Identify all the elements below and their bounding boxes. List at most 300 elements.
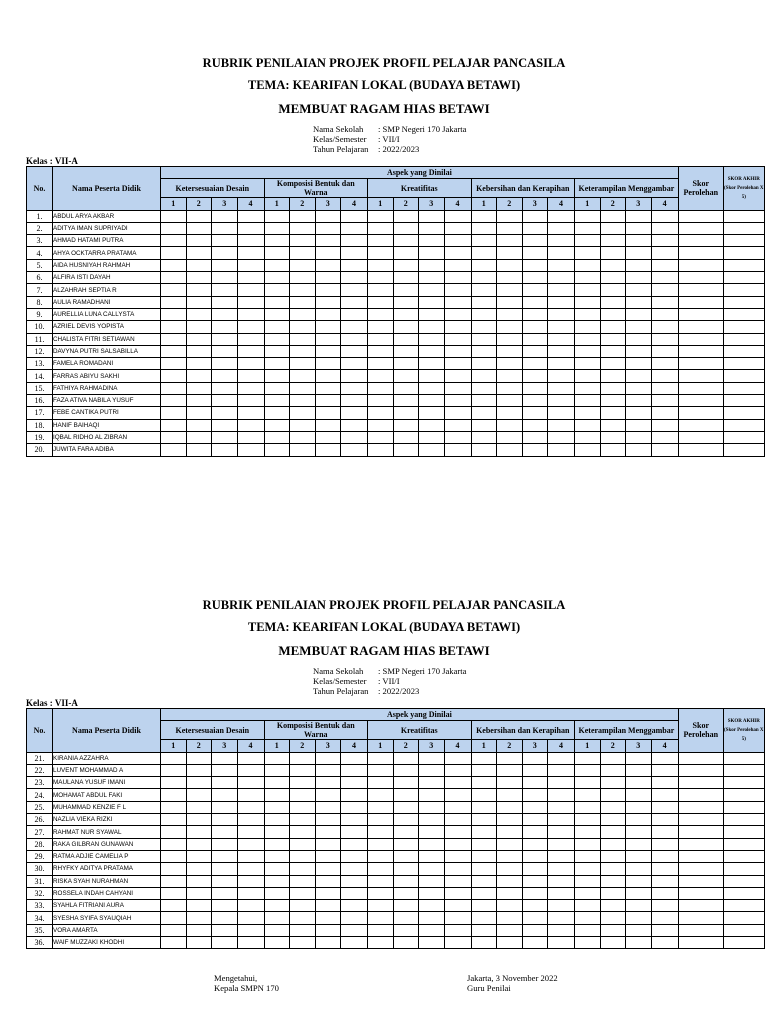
score-cell[interactable] (393, 752, 419, 764)
score-cell[interactable] (678, 407, 723, 419)
score-cell[interactable] (212, 247, 238, 259)
score-cell[interactable] (315, 875, 341, 887)
score-cell[interactable] (678, 395, 723, 407)
score-cell[interactable] (341, 272, 368, 284)
score-cell[interactable] (315, 358, 341, 370)
score-cell[interactable] (237, 431, 264, 443)
score-cell[interactable] (237, 801, 264, 813)
score-cell[interactable] (522, 875, 548, 887)
score-cell[interactable] (444, 419, 471, 431)
score-cell[interactable] (264, 912, 290, 924)
score-cell[interactable] (600, 358, 626, 370)
score-cell[interactable] (548, 333, 575, 345)
score-cell[interactable] (212, 370, 238, 382)
score-cell[interactable] (419, 937, 445, 949)
score-cell[interactable] (471, 370, 497, 382)
score-cell[interactable] (497, 210, 523, 222)
score-cell[interactable] (471, 912, 497, 924)
score-cell[interactable] (212, 395, 238, 407)
score-cell[interactable] (626, 789, 652, 801)
score-cell[interactable] (522, 850, 548, 862)
score-cell[interactable] (341, 444, 368, 456)
score-cell[interactable] (212, 272, 238, 284)
score-cell[interactable] (651, 382, 678, 394)
score-cell[interactable] (626, 358, 652, 370)
score-cell[interactable] (341, 370, 368, 382)
score-cell[interactable] (575, 777, 601, 789)
score-cell[interactable] (341, 284, 368, 296)
score-cell[interactable] (471, 777, 497, 789)
score-cell[interactable] (341, 912, 368, 924)
score-cell[interactable] (626, 333, 652, 345)
score-cell[interactable] (497, 382, 523, 394)
score-cell[interactable] (600, 444, 626, 456)
score-cell[interactable] (419, 777, 445, 789)
score-cell[interactable] (471, 407, 497, 419)
score-cell[interactable] (161, 382, 187, 394)
score-cell[interactable] (212, 924, 238, 936)
score-cell[interactable] (678, 752, 723, 764)
score-cell[interactable] (600, 308, 626, 320)
score-cell[interactable] (575, 296, 601, 308)
score-cell[interactable] (600, 875, 626, 887)
score-cell[interactable] (471, 764, 497, 776)
score-cell[interactable] (419, 826, 445, 838)
score-cell[interactable] (600, 284, 626, 296)
score-cell[interactable] (419, 752, 445, 764)
score-cell[interactable] (497, 444, 523, 456)
score-cell[interactable] (651, 333, 678, 345)
score-cell[interactable] (186, 333, 212, 345)
score-cell[interactable] (393, 259, 419, 271)
score-cell[interactable] (264, 863, 290, 875)
score-cell[interactable] (471, 308, 497, 320)
score-cell[interactable] (237, 222, 264, 234)
score-cell[interactable] (212, 752, 238, 764)
score-cell[interactable] (212, 382, 238, 394)
score-cell[interactable] (368, 272, 394, 284)
score-cell[interactable] (678, 370, 723, 382)
score-cell[interactable] (264, 370, 290, 382)
score-cell[interactable] (161, 912, 187, 924)
score-cell[interactable] (237, 308, 264, 320)
score-cell[interactable] (575, 222, 601, 234)
score-cell[interactable] (393, 370, 419, 382)
score-cell[interactable] (444, 900, 471, 912)
score-cell[interactable] (444, 863, 471, 875)
score-cell[interactable] (186, 419, 212, 431)
score-cell[interactable] (264, 345, 290, 357)
score-cell[interactable] (419, 407, 445, 419)
score-cell[interactable] (723, 838, 764, 850)
score-cell[interactable] (161, 752, 187, 764)
score-cell[interactable] (651, 826, 678, 838)
score-cell[interactable] (548, 924, 575, 936)
score-cell[interactable] (522, 789, 548, 801)
score-cell[interactable] (393, 937, 419, 949)
score-cell[interactable] (186, 308, 212, 320)
score-cell[interactable] (522, 826, 548, 838)
score-cell[interactable] (161, 284, 187, 296)
score-cell[interactable] (393, 838, 419, 850)
score-cell[interactable] (212, 863, 238, 875)
score-cell[interactable] (237, 296, 264, 308)
score-cell[interactable] (393, 431, 419, 443)
score-cell[interactable] (341, 407, 368, 419)
score-cell[interactable] (651, 900, 678, 912)
score-cell[interactable] (341, 789, 368, 801)
score-cell[interactable] (723, 912, 764, 924)
score-cell[interactable] (237, 777, 264, 789)
score-cell[interactable] (471, 284, 497, 296)
score-cell[interactable] (341, 247, 368, 259)
score-cell[interactable] (393, 764, 419, 776)
score-cell[interactable] (522, 358, 548, 370)
score-cell[interactable] (212, 912, 238, 924)
score-cell[interactable] (600, 752, 626, 764)
score-cell[interactable] (368, 444, 394, 456)
score-cell[interactable] (186, 764, 212, 776)
score-cell[interactable] (237, 764, 264, 776)
score-cell[interactable] (315, 777, 341, 789)
score-cell[interactable] (341, 801, 368, 813)
score-cell[interactable] (237, 937, 264, 949)
score-cell[interactable] (212, 900, 238, 912)
score-cell[interactable] (186, 259, 212, 271)
score-cell[interactable] (600, 222, 626, 234)
score-cell[interactable] (419, 296, 445, 308)
score-cell[interactable] (290, 308, 316, 320)
score-cell[interactable] (290, 345, 316, 357)
score-cell[interactable] (419, 789, 445, 801)
score-cell[interactable] (315, 789, 341, 801)
score-cell[interactable] (368, 801, 394, 813)
score-cell[interactable] (444, 924, 471, 936)
score-cell[interactable] (575, 308, 601, 320)
score-cell[interactable] (186, 284, 212, 296)
score-cell[interactable] (237, 259, 264, 271)
score-cell[interactable] (161, 826, 187, 838)
score-cell[interactable] (548, 900, 575, 912)
score-cell[interactable] (600, 777, 626, 789)
score-cell[interactable] (237, 912, 264, 924)
score-cell[interactable] (651, 321, 678, 333)
score-cell[interactable] (723, 924, 764, 936)
score-cell[interactable] (600, 924, 626, 936)
score-cell[interactable] (419, 801, 445, 813)
score-cell[interactable] (290, 222, 316, 234)
score-cell[interactable] (419, 875, 445, 887)
score-cell[interactable] (471, 887, 497, 899)
score-cell[interactable] (575, 419, 601, 431)
score-cell[interactable] (368, 358, 394, 370)
score-cell[interactable] (600, 887, 626, 899)
score-cell[interactable] (678, 247, 723, 259)
score-cell[interactable] (723, 777, 764, 789)
score-cell[interactable] (341, 431, 368, 443)
score-cell[interactable] (419, 345, 445, 357)
score-cell[interactable] (393, 789, 419, 801)
score-cell[interactable] (600, 321, 626, 333)
score-cell[interactable] (723, 259, 764, 271)
score-cell[interactable] (723, 900, 764, 912)
score-cell[interactable] (444, 382, 471, 394)
score-cell[interactable] (444, 222, 471, 234)
score-cell[interactable] (161, 814, 187, 826)
score-cell[interactable] (678, 259, 723, 271)
score-cell[interactable] (548, 296, 575, 308)
score-cell[interactable] (186, 850, 212, 862)
score-cell[interactable] (651, 801, 678, 813)
score-cell[interactable] (161, 431, 187, 443)
score-cell[interactable] (161, 370, 187, 382)
score-cell[interactable] (368, 814, 394, 826)
score-cell[interactable] (264, 235, 290, 247)
score-cell[interactable] (626, 419, 652, 431)
score-cell[interactable] (600, 937, 626, 949)
score-cell[interactable] (548, 814, 575, 826)
score-cell[interactable] (237, 419, 264, 431)
score-cell[interactable] (161, 222, 187, 234)
score-cell[interactable] (290, 296, 316, 308)
score-cell[interactable] (393, 924, 419, 936)
score-cell[interactable] (575, 259, 601, 271)
score-cell[interactable] (419, 210, 445, 222)
score-cell[interactable] (522, 210, 548, 222)
score-cell[interactable] (186, 875, 212, 887)
score-cell[interactable] (368, 345, 394, 357)
score-cell[interactable] (341, 259, 368, 271)
score-cell[interactable] (341, 838, 368, 850)
score-cell[interactable] (651, 210, 678, 222)
score-cell[interactable] (626, 912, 652, 924)
score-cell[interactable] (626, 308, 652, 320)
score-cell[interactable] (723, 431, 764, 443)
score-cell[interactable] (497, 296, 523, 308)
score-cell[interactable] (161, 850, 187, 862)
score-cell[interactable] (393, 308, 419, 320)
score-cell[interactable] (393, 419, 419, 431)
score-cell[interactable] (600, 789, 626, 801)
score-cell[interactable] (315, 419, 341, 431)
score-cell[interactable] (237, 407, 264, 419)
score-cell[interactable] (419, 382, 445, 394)
score-cell[interactable] (723, 382, 764, 394)
score-cell[interactable] (290, 912, 316, 924)
score-cell[interactable] (548, 863, 575, 875)
score-cell[interactable] (548, 752, 575, 764)
score-cell[interactable] (315, 259, 341, 271)
score-cell[interactable] (444, 395, 471, 407)
score-cell[interactable] (651, 272, 678, 284)
score-cell[interactable] (600, 395, 626, 407)
score-cell[interactable] (626, 247, 652, 259)
score-cell[interactable] (368, 431, 394, 443)
score-cell[interactable] (651, 235, 678, 247)
score-cell[interactable] (575, 764, 601, 776)
score-cell[interactable] (341, 210, 368, 222)
score-cell[interactable] (723, 826, 764, 838)
score-cell[interactable] (264, 395, 290, 407)
score-cell[interactable] (419, 444, 445, 456)
score-cell[interactable] (212, 345, 238, 357)
score-cell[interactable] (626, 370, 652, 382)
score-cell[interactable] (548, 382, 575, 394)
score-cell[interactable] (186, 444, 212, 456)
score-cell[interactable] (522, 284, 548, 296)
score-cell[interactable] (419, 308, 445, 320)
score-cell[interactable] (444, 850, 471, 862)
score-cell[interactable] (497, 875, 523, 887)
score-cell[interactable] (626, 752, 652, 764)
score-cell[interactable] (471, 247, 497, 259)
score-cell[interactable] (419, 814, 445, 826)
score-cell[interactable] (290, 395, 316, 407)
score-cell[interactable] (264, 308, 290, 320)
score-cell[interactable] (341, 333, 368, 345)
score-cell[interactable] (186, 777, 212, 789)
score-cell[interactable] (497, 419, 523, 431)
score-cell[interactable] (651, 284, 678, 296)
score-cell[interactable] (600, 296, 626, 308)
score-cell[interactable] (419, 863, 445, 875)
score-cell[interactable] (600, 272, 626, 284)
score-cell[interactable] (368, 789, 394, 801)
score-cell[interactable] (161, 444, 187, 456)
score-cell[interactable] (212, 826, 238, 838)
score-cell[interactable] (419, 235, 445, 247)
score-cell[interactable] (290, 407, 316, 419)
score-cell[interactable] (186, 296, 212, 308)
score-cell[interactable] (315, 801, 341, 813)
score-cell[interactable] (444, 838, 471, 850)
score-cell[interactable] (471, 801, 497, 813)
score-cell[interactable] (651, 370, 678, 382)
score-cell[interactable] (575, 247, 601, 259)
score-cell[interactable] (186, 912, 212, 924)
score-cell[interactable] (186, 370, 212, 382)
score-cell[interactable] (290, 382, 316, 394)
score-cell[interactable] (368, 912, 394, 924)
score-cell[interactable] (471, 345, 497, 357)
score-cell[interactable] (522, 247, 548, 259)
score-cell[interactable] (444, 752, 471, 764)
score-cell[interactable] (237, 284, 264, 296)
score-cell[interactable] (393, 345, 419, 357)
score-cell[interactable] (548, 937, 575, 949)
score-cell[interactable] (522, 395, 548, 407)
score-cell[interactable] (212, 875, 238, 887)
score-cell[interactable] (341, 826, 368, 838)
score-cell[interactable] (626, 863, 652, 875)
score-cell[interactable] (315, 814, 341, 826)
score-cell[interactable] (626, 210, 652, 222)
score-cell[interactable] (548, 419, 575, 431)
score-cell[interactable] (471, 210, 497, 222)
score-cell[interactable] (315, 444, 341, 456)
score-cell[interactable] (548, 777, 575, 789)
score-cell[interactable] (471, 444, 497, 456)
score-cell[interactable] (575, 358, 601, 370)
score-cell[interactable] (290, 764, 316, 776)
score-cell[interactable] (368, 247, 394, 259)
score-cell[interactable] (497, 764, 523, 776)
score-cell[interactable] (600, 382, 626, 394)
score-cell[interactable] (264, 444, 290, 456)
score-cell[interactable] (678, 924, 723, 936)
score-cell[interactable] (444, 937, 471, 949)
score-cell[interactable] (548, 308, 575, 320)
score-cell[interactable] (575, 235, 601, 247)
score-cell[interactable] (575, 284, 601, 296)
score-cell[interactable] (290, 887, 316, 899)
score-cell[interactable] (575, 210, 601, 222)
score-cell[interactable] (290, 235, 316, 247)
score-cell[interactable] (290, 284, 316, 296)
score-cell[interactable] (161, 924, 187, 936)
score-cell[interactable] (651, 777, 678, 789)
score-cell[interactable] (161, 395, 187, 407)
score-cell[interactable] (548, 444, 575, 456)
score-cell[interactable] (548, 235, 575, 247)
score-cell[interactable] (471, 296, 497, 308)
score-cell[interactable] (368, 296, 394, 308)
score-cell[interactable] (678, 382, 723, 394)
score-cell[interactable] (237, 887, 264, 899)
score-cell[interactable] (723, 863, 764, 875)
score-cell[interactable] (522, 222, 548, 234)
score-cell[interactable] (290, 272, 316, 284)
score-cell[interactable] (393, 850, 419, 862)
score-cell[interactable] (678, 789, 723, 801)
score-cell[interactable] (651, 814, 678, 826)
score-cell[interactable] (341, 308, 368, 320)
score-cell[interactable] (368, 777, 394, 789)
score-cell[interactable] (264, 296, 290, 308)
score-cell[interactable] (161, 210, 187, 222)
score-cell[interactable] (723, 284, 764, 296)
score-cell[interactable] (368, 308, 394, 320)
score-cell[interactable] (212, 764, 238, 776)
score-cell[interactable] (575, 912, 601, 924)
score-cell[interactable] (575, 272, 601, 284)
score-cell[interactable] (290, 444, 316, 456)
score-cell[interactable] (723, 358, 764, 370)
score-cell[interactable] (212, 838, 238, 850)
score-cell[interactable] (315, 272, 341, 284)
score-cell[interactable] (315, 247, 341, 259)
score-cell[interactable] (237, 838, 264, 850)
score-cell[interactable] (186, 222, 212, 234)
score-cell[interactable] (626, 444, 652, 456)
score-cell[interactable] (497, 308, 523, 320)
score-cell[interactable] (368, 900, 394, 912)
score-cell[interactable] (626, 887, 652, 899)
score-cell[interactable] (290, 752, 316, 764)
score-cell[interactable] (264, 801, 290, 813)
score-cell[interactable] (264, 284, 290, 296)
score-cell[interactable] (471, 789, 497, 801)
score-cell[interactable] (444, 887, 471, 899)
score-cell[interactable] (161, 321, 187, 333)
score-cell[interactable] (161, 887, 187, 899)
score-cell[interactable] (497, 912, 523, 924)
score-cell[interactable] (393, 875, 419, 887)
score-cell[interactable] (341, 900, 368, 912)
score-cell[interactable] (341, 764, 368, 776)
score-cell[interactable] (264, 789, 290, 801)
score-cell[interactable] (522, 838, 548, 850)
